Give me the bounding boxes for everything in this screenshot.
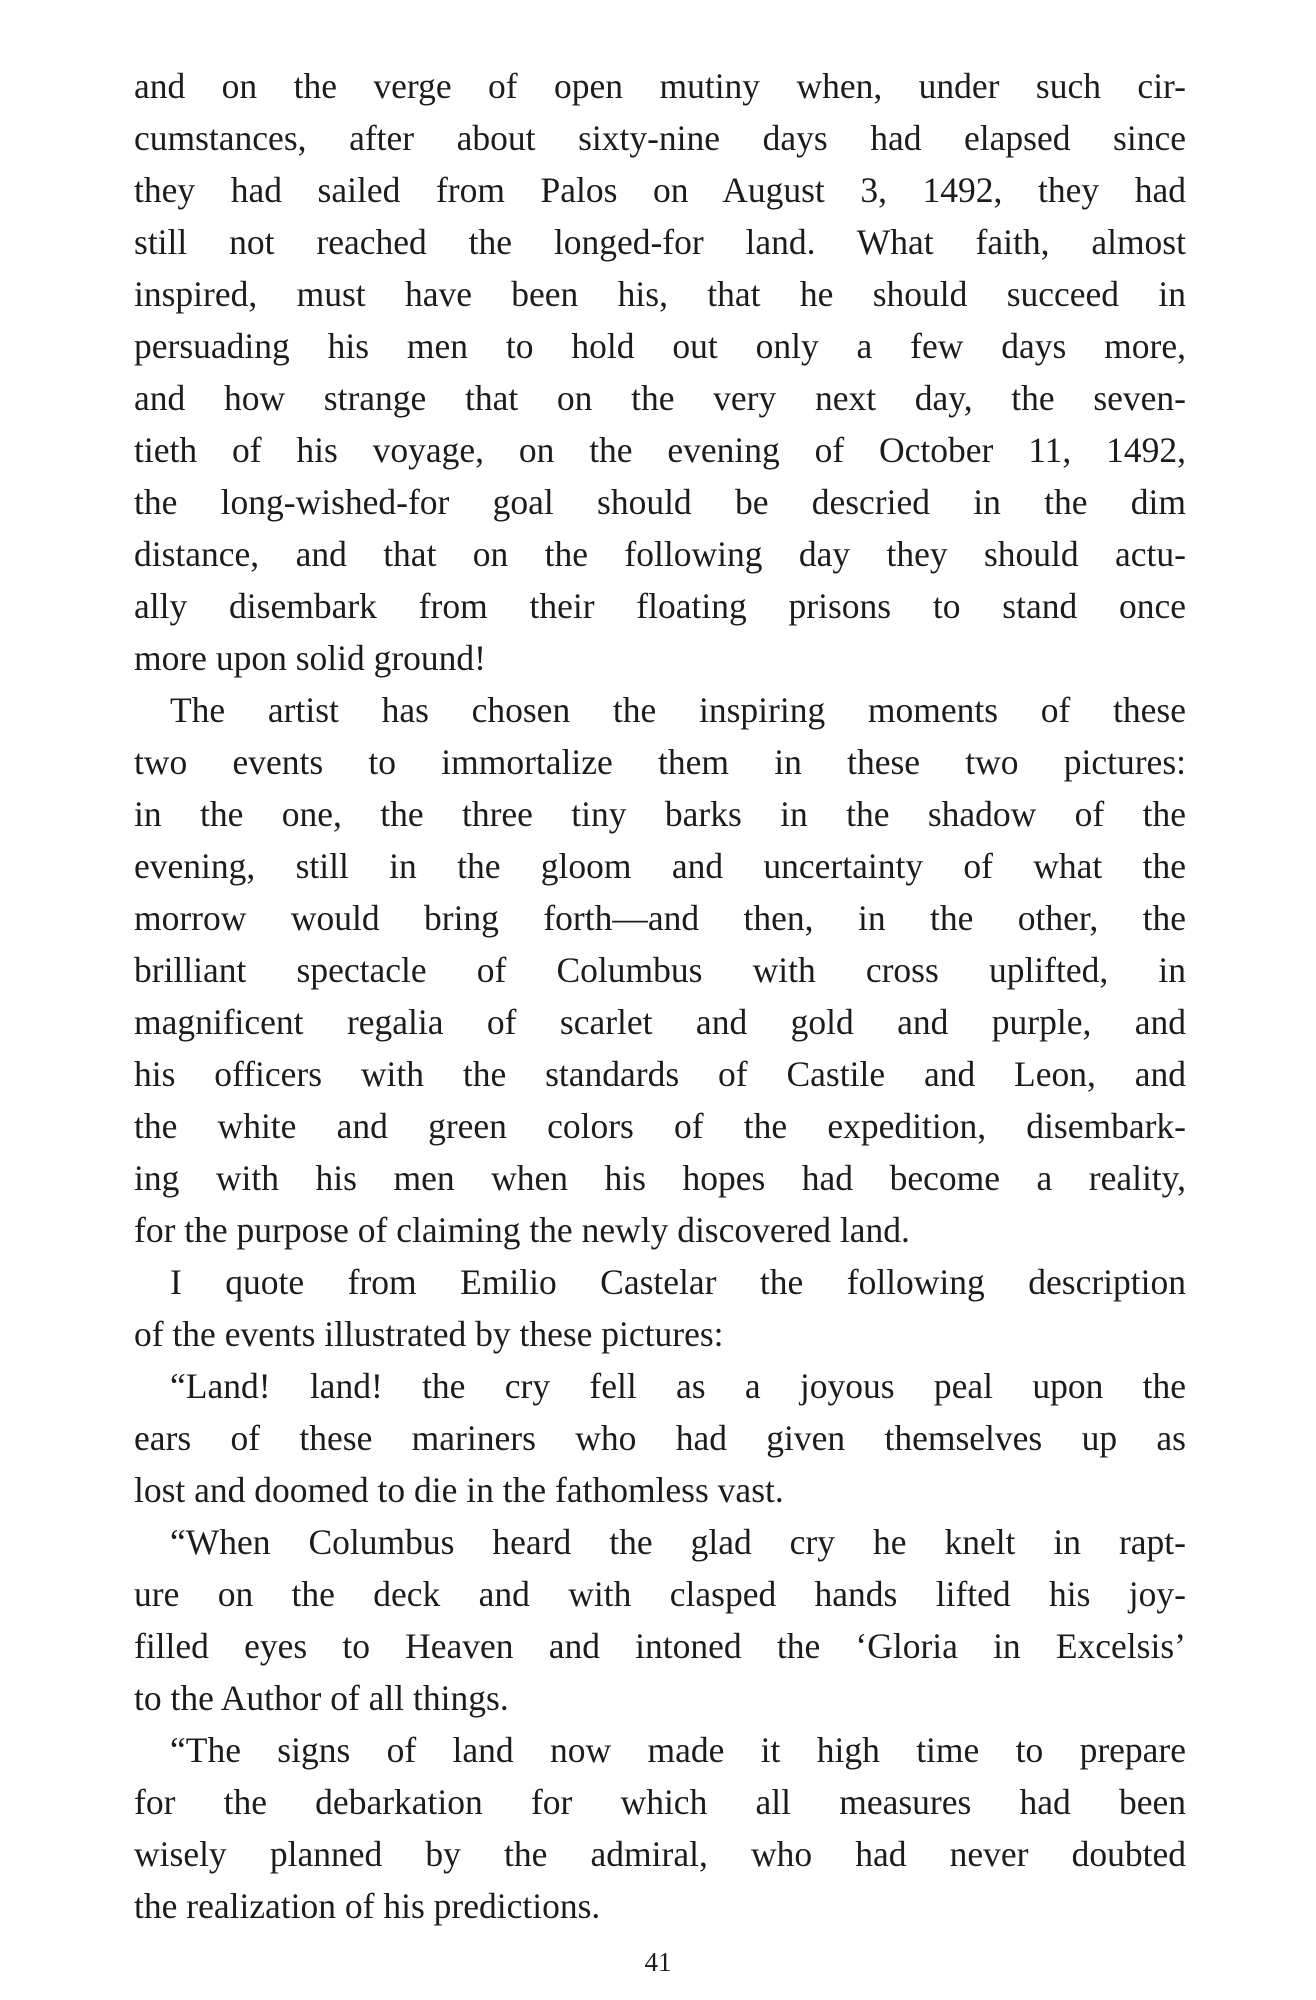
text-line: they had sailed from Palos on August 3, 1492, they had [134,170,1186,210]
text-line: more upon solid ground! [134,638,487,678]
text-line: inspired, must have been his, that he should succeed in [134,274,1186,314]
text-line: evening, still in the gloom and uncertainty of what the [134,846,1186,886]
text-line: tieth of his voyage, on the evening of October 11, 1492, [134,430,1186,470]
text-line: morrow would bring forth—and then, in the other, the [134,898,1186,938]
text-line: and how strange that on the very next day, the seven- [134,378,1186,418]
text-line: I quote from Emilio Castelar the following description [170,1262,1186,1302]
text-line: the long-wished-for goal should be descried in the dim [134,482,1186,522]
text-line: brilliant spectacle of Columbus with cross uplifted, in [134,950,1186,990]
text-line: “The signs of land now made it high time to prepare [170,1730,1186,1770]
text-line: lost and doomed to die in the fathomless vast. [134,1470,784,1510]
paragraph-1 [134,60,1186,684]
text-line: for the debarkation for which all measures had been [134,1782,1186,1822]
text-line: ally disembark from their floating prisons to stand once [134,586,1186,626]
text-line: ure on the deck and with clasped hands lifted his joy- [134,1574,1186,1614]
text-line: magnificent regalia of scarlet and gold and purple, and [134,1002,1186,1042]
paragraph-2 [134,684,1186,1256]
page-number: 41 [644,1947,672,1977]
quote-paragraph-3 [134,1724,1186,1932]
text-line: for the purpose of claiming the newly discovered land. [134,1210,910,1250]
text-line: distance, and that on the following day they should actu- [134,534,1186,574]
quote-paragraph-2 [134,1516,1186,1724]
text-line: wisely planned by the admiral, who had never doubted [134,1834,1186,1874]
text-line: The artist has chosen the inspiring moments of these [170,690,1186,730]
paragraph-3 [134,1256,1186,1360]
text-line: the realization of his predictions. [134,1886,601,1926]
text-line: two events to immortalize them in these two pictures: [134,742,1186,782]
body-text [134,60,1186,1932]
text-line: “Land! land! the cry fell as a joyous peal upon the [170,1366,1186,1406]
text-line: of the events illustrated by these pictures: [134,1314,724,1354]
text-line: cumstances, after about sixty-nine days had elapsed since [134,118,1186,158]
text-line: and on the verge of open mutiny when, under such cir- [134,66,1186,106]
text-line: the white and green colors of the expedition, disembark- [134,1106,1186,1146]
text-line: still not reached the longed-for land. What faith, almost [134,222,1186,262]
quote-paragraph-1 [134,1360,1186,1516]
text-line: in the one, the three tiny barks in the shadow of the [134,794,1186,834]
text-line: his officers with the standards of Castile and Leon, and [134,1054,1186,1094]
text-line: to the Author of all things. [134,1678,509,1718]
text-line: ears of these mariners who had given themselves up as [134,1418,1186,1458]
text-line: filled eyes to Heaven and intoned the ‘Gloria in Excelsis’ [134,1626,1186,1666]
text-line: persuading his men to hold out only a few days more, [134,326,1186,366]
text-line: ing with his men when his hopes had become a reality, [134,1158,1186,1198]
text-line: “When Columbus heard the glad cry he knelt in rapt- [170,1522,1186,1562]
